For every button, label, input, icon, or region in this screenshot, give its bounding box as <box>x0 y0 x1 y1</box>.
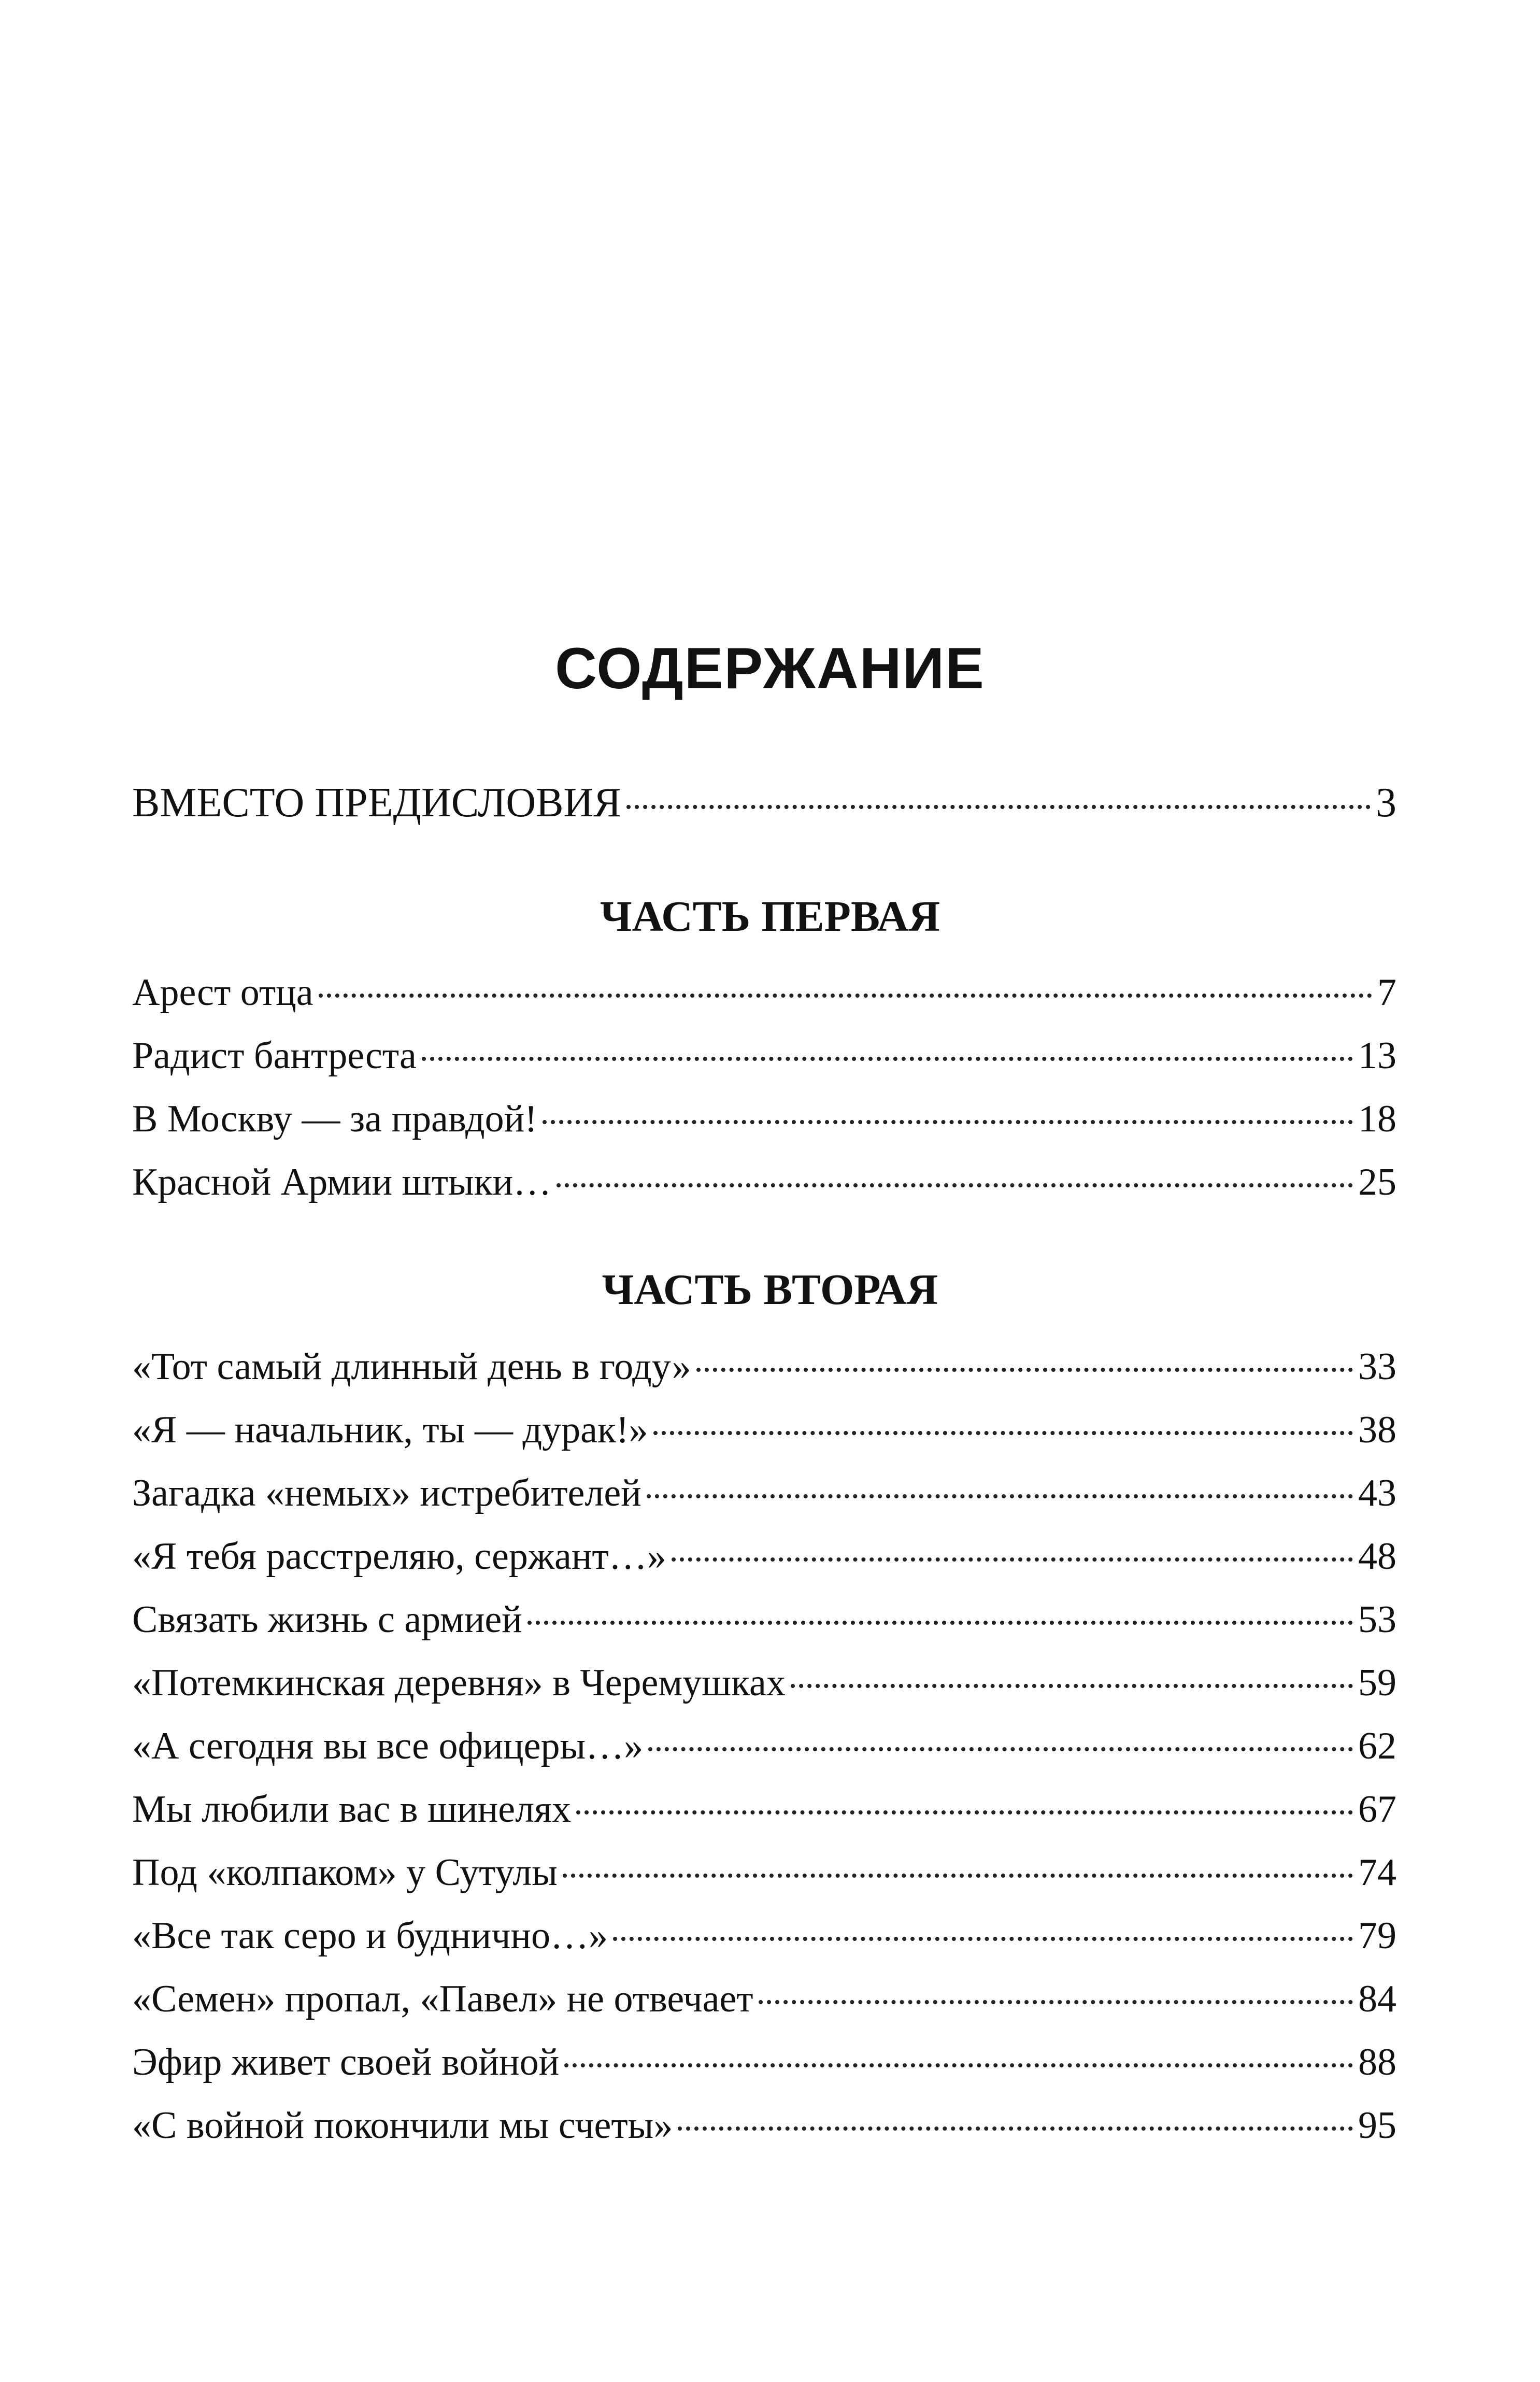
toc-entry-page: 38 <box>1358 1409 1396 1451</box>
toc-entry-page: 62 <box>1358 1725 1396 1767</box>
toc-entry <box>132 1087 1396 1151</box>
toc-entry-page: 43 <box>1358 1472 1396 1514</box>
toc-entry-page: 67 <box>1358 1788 1396 1831</box>
toc-entry-label: «Тот самый длинный день в году» <box>132 1345 691 1388</box>
dot-leader <box>564 2063 1353 2067</box>
toc-entry-label: «Семен» пропал, «Павел» не отвечает <box>132 1978 753 2020</box>
dot-leader <box>563 1874 1353 1878</box>
dot-leader <box>653 1431 1353 1435</box>
dot-leader <box>576 1810 1353 1814</box>
toc-entry <box>132 1651 1396 1714</box>
toc-entry <box>132 2094 1396 2157</box>
toc-entry <box>132 1462 1396 1525</box>
toc-entry <box>132 1904 1396 1967</box>
part-two-heading: ЧАСТЬ ВТОРАЯ <box>602 1266 938 1314</box>
toc-entry <box>132 1151 1396 1214</box>
toc-entry-label: Радист бантреста <box>132 1034 417 1077</box>
part-two-list <box>132 1335 1396 2157</box>
toc-entry-label: Под «колпаком» у Сутулы <box>132 1851 558 1894</box>
toc-entry <box>132 1778 1396 1841</box>
toc-entry-label: Мы любили вас в шинелях <box>132 1788 572 1831</box>
toc-entry-page: 59 <box>1358 1662 1396 1704</box>
dot-leader <box>422 1057 1353 1061</box>
part-one-heading: ЧАСТЬ ПЕРВАЯ <box>600 892 940 941</box>
toc-entry-page: 13 <box>1358 1034 1396 1077</box>
toc-entry <box>132 1714 1396 1778</box>
toc-entry-page: 18 <box>1358 1098 1396 1140</box>
toc-entry-label: «С войной покончили мы счеты» <box>132 2104 673 2147</box>
toc-entry-label: «А сегодня вы все офицеры…» <box>132 1725 644 1767</box>
toc-entry <box>132 1525 1396 1588</box>
toc-entry-preface <box>132 771 1396 834</box>
dot-leader <box>696 1368 1353 1372</box>
toc-entry-label: «Все так серо и буднично…» <box>132 1915 608 1957</box>
toc-entry <box>132 1588 1396 1651</box>
toc-entry <box>132 1335 1396 1398</box>
toc-entry-page: 84 <box>1358 1978 1396 2020</box>
toc-entry <box>132 961 1396 1024</box>
toc-entry-page: 95 <box>1358 2104 1396 2147</box>
dot-leader <box>527 1621 1353 1625</box>
toc-entry-page: 25 <box>1358 1161 1396 1203</box>
toc-entry <box>132 1398 1396 1462</box>
toc-entry-label: Красной Армии штыки… <box>132 1161 552 1203</box>
dot-leader <box>613 1937 1353 1941</box>
dot-leader <box>759 2000 1353 2004</box>
toc-entry-page: 48 <box>1358 1535 1396 1578</box>
toc-entry-label: ВМЕСТО ПРЕДИСЛОВИЯ <box>132 780 621 826</box>
toc-entry-page: 3 <box>1376 780 1396 826</box>
toc-entry-page: 79 <box>1358 1915 1396 1957</box>
toc-title: СОДЕРЖАНИЕ <box>555 636 985 701</box>
toc-entry-label: Загадка «немых» истребителей <box>132 1472 641 1514</box>
toc-entry <box>132 2031 1396 2094</box>
toc-entry-page: 53 <box>1358 1598 1396 1641</box>
dot-leader <box>672 1557 1353 1562</box>
dot-leader <box>647 1494 1353 1498</box>
toc-entry-label: В Москву — за правдой! <box>132 1098 537 1140</box>
toc-entry-label: «Я — начальник, ты — дурак!» <box>132 1409 648 1451</box>
toc-entry <box>132 1967 1396 2031</box>
toc-entry-page: 7 <box>1377 971 1396 1014</box>
dot-leader <box>648 1747 1353 1751</box>
dot-leader <box>319 994 1372 998</box>
dot-leader <box>791 1684 1353 1688</box>
dot-leader <box>557 1183 1353 1187</box>
toc-entry-page: 88 <box>1358 2041 1396 2083</box>
toc-entry-label: Арест отца <box>132 971 313 1014</box>
dot-leader <box>678 2126 1353 2131</box>
toc-entry-label: «Я тебя расстреляю, сержант…» <box>132 1535 666 1578</box>
toc-entry-page: 74 <box>1358 1851 1396 1894</box>
dot-leader <box>543 1120 1353 1124</box>
part-one-list <box>132 961 1396 1214</box>
toc-entry-label: Связать жизнь с армией <box>132 1598 522 1641</box>
toc-entry-page: 33 <box>1358 1345 1396 1388</box>
preface-list <box>132 771 1396 834</box>
toc-entry-label: «Потемкинская деревня» в Черемушках <box>132 1662 786 1704</box>
toc-entry <box>132 1841 1396 1904</box>
dot-leader <box>626 805 1371 809</box>
toc-entry <box>132 1024 1396 1087</box>
toc-entry-label: Эфир живет своей войной <box>132 2041 560 2083</box>
